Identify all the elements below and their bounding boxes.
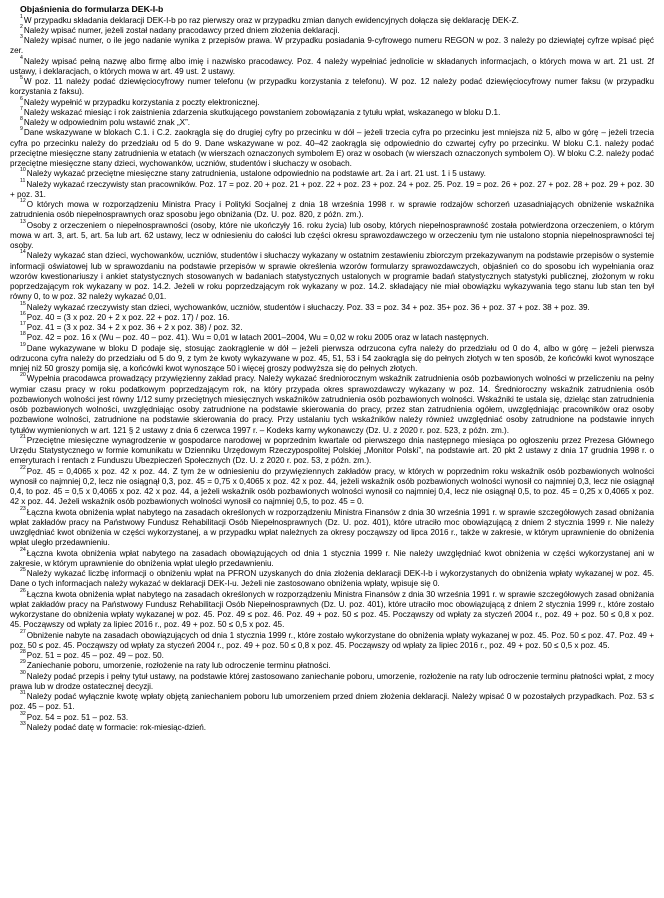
note-number: 23	[20, 505, 26, 512]
note-item	[10, 300, 654, 313]
note-item	[10, 333, 654, 343]
note-item	[10, 169, 654, 179]
note-item	[10, 710, 654, 723]
note-text: Należy podać przepis i pełny tytuł ustawy, na podstawie której zastosowano zaniechanie poboru, umorzenie, rozłożenie na raty lub odroczenie terminu płatności wpłat, z mocy prawa lub w drodze ostatecznej decyzji.	[10, 671, 654, 691]
note-item	[10, 651, 654, 661]
note-text: Przeciętne miesięczne wynagrodzenie w gospodarce narodowej w poprzednim kwartale od pierwszego dnia następnego miesiąca po ogłoszeniu przez Prezesa Głównego Urzędu Statystycznego w formie komunikatu w Dzienniku Urzędowym Rzeczypospolitej Polskiej „Monitor Polski”, na podstawie art. 20 pkt 2 ustawy z dnia 17 grudnia 1998 r. o emeryturach i rentach z Funduszu Ubezpieczeń Społecznych (Dz. U. z 2020 r. poz. 53, z późn. zm.).	[10, 435, 654, 466]
note-text: Należy w odpowiednim polu wstawić znak „X”.	[23, 118, 191, 127]
note-number: 6	[20, 95, 23, 102]
note-item	[10, 505, 654, 549]
note-number: 33	[20, 720, 26, 727]
note-text: W poz. 11 należy podać dziewięciocyfrowy numer telefonu (w przypadku korzystania z telefonu). W poz. 12 należy podać dziewięciocyfrowy numer faksu (w przypadku korzystania z faksu).	[10, 77, 654, 97]
note-text: Zaniechanie poboru, umorzenie, rozłożenie na raty lub odroczenie terminu płatności.	[26, 661, 331, 671]
note-item	[10, 433, 654, 467]
note-text: Należy wykazać rzeczywisty stan pracowników. Poz. 17 = poz. 20 + poz. 21 + poz. 22 + poz. 23 + poz. 24 + poz. 25. Poz. 19 = poz. 26 + poz. 27 + poz. 28 + poz. 29 + poz. 30 + poz. 31.	[10, 179, 654, 199]
note-text: Należy wykazać rzeczywisty stan dzieci, wychowanków, uczniów, studentów i słuchaczy. Poz. 33 = poz. 34 + poz. 35+ poz. 36 + poz. 37 + poz. 38 + poz. 39.	[26, 302, 590, 312]
note-item	[10, 546, 654, 570]
note-number: 4	[20, 54, 23, 61]
note-item	[10, 218, 654, 252]
note-item	[10, 464, 654, 508]
note-number: 28	[20, 649, 26, 655]
note-text: Poz. 45 = 0,4065 x poz. 42 x poz. 44. Z tym że w odniesieniu do przywięziennych zakładów pracy, w których w poprzednim roku wskaźnik osób pozbawionych wolności wynosił co najmniej 0,2, lecz nie osiągnął 0,3, poz. 45 = 0,75 x 0,4065 x poz. 42 x poz. 44, jeżeli wskaźnik osób pozbawionych wolności wynosił co najmniej 0,3, lecz nie osiągnął 0,4, to poz. 45 = 0,5 x 0,4065 x poz. 42 x poz. 44, a jeżeli wskaźnik osób pozbawionych wolności wynosił co najmniej 0,4, lecz nie osiągnął 0,5, to poz. 45 = 0,25 x 0,4065 x poz. 42 x poz. 44. Jeżeli wskaźnik osób pozbawionych wolności wynosił co najmniej 0,5, to poz. 45 = 0.	[10, 466, 654, 507]
note-number: 20	[20, 372, 26, 379]
note-number: 17	[20, 321, 26, 327]
note-text: Poz. 41 = (3 x poz. 34 + 2 x poz. 36 + 2 x poz. 38) / poz. 32.	[26, 323, 243, 332]
note-number: 8	[20, 116, 23, 122]
note-text: Łączna kwota obniżenia wpłat nabytego na zasadach określonych w rozporządzeniu Ministra Finansów z dnia 30 września 1991 r. w sprawie szczegółowych zasad obniżania wpłat zakładów pracy na Państwowy Fundusz Rehabilitacji Osób Niepełnosprawnych (Dz. U. poz. 401), które utraciło moc obowiązującą z dniem 2 stycznia 1999 r., które zostało wykorzystane do obniżenia wpłaty wykazanej w poz. 45. Poz. 49 ≤ poz. 46. Poz. 49 + poz. 50 ≤ poz. 45. Począwszy od wpłaty za styczeń 2004 r., poz. 49 + poz. 50 ≤ 0,8 x poz. 45. Począwszy od wpłaty za lipiec 2016 r., poz. 49 + poz. 50 ≤ 0,5 x poz. 45.	[10, 589, 654, 630]
note-number: 31	[20, 690, 26, 696]
note-item	[10, 177, 654, 201]
note-text: Poz. 42 = poz. 16 x (Wu – poz. 40 – poz. 41). Wu = 0,01 w latach 2001–2004, Wu = 0,02 w roku 2005 oraz w latach następnych.	[26, 333, 489, 343]
note-item	[10, 118, 654, 128]
note-text: Należy wykazać przeciętne miesięczne stany zatrudnienia, ustalone odpowiednio na podstawie art. 2a i art. 21 ust. 1 i 5 ustawy.	[26, 169, 486, 179]
note-item	[10, 13, 654, 26]
note-item	[10, 587, 654, 631]
note-number: 12	[20, 198, 26, 204]
note-text: Dane wykazywane w bloku D podaje się, stosując zaokrąglenie w dół – jeżeli pierwsza odrzucona cyfra należy do przedziału od 0 do 4, albo w górę – jeżeli pierwsza odrzucona cyfra należy do przedziału od 5 do 9, z tym że kwoty wykazywane w poz. 45, 51, 53 i 54 zaokrągla się do pełnych złotych w ten sposób, że końcówki kwot wynoszące mniej niż 50 groszy pomija się, a końcówki kwot wynoszące 50 i więcej groszy podwyższa się do pełnych złotych.	[10, 343, 654, 373]
note-item	[10, 374, 654, 436]
note-text: Wypełnia pracodawca prowadzący przywięzienny zakład pracy. Należy wykazać średniorocznym wskaźnik zatrudnienia osób pozbawionych wolności w przeliczeniu na pełny wymiar czasu pracy w roku podatkowym poprzedzającym rok, na który przypada okres sprawozdawczy wykazany w poz. 14. Średnioroczny wskaźnik zatrudnienia osób pozbawionych wolności jest równy 1/12 sumy przeciętnych miesięcznych wskaźników zatrudnienia osób pozbawionych wolności. Wskaźniki te ustala się, dzieląc stan zatrudnienia osób pozbawionych wolności, uwzględniając osoby zatrudnione na podstawie skierowania do pracy, przez stan zatrudnienia ogółem, uwzględniając pracowników oraz osoby pozbawione wolności, zatrudnione na podstawie skierowania do pracy. Przy ustalaniu tych wskaźników należy również uwzględniać osoby zatrudnione na podstawie innych tytułów wymienionych w art. 121 § 2 ustawy z dnia 6 czerwca 1997 r. – Kodeks karny wykonawczy (Dz. U. z 2020 r. poz. 523, z późn. zm.).	[10, 374, 654, 435]
note-text: Należy podać datę w formacie: rok-miesiąc-dzień.	[26, 722, 207, 732]
note-text: Łączna kwota obniżenia wpłat nabytego na zasadach obowiązujących od dnia 1 stycznia 1999 r. Nie należy uwzględniać kwot obniżenia w części wykorzystanej ani w zakresie, w którym uprawnienie do obniżenia wpłat uległo przedawnieniu.	[10, 548, 654, 568]
note-text: Należy wykazać liczbę informacji o obniżeniu wpłat na PFRON uzyskanych do dnia złożenia deklaracji DEK-I-b i wykorzystanych do obniżenia wpłaty wykazanej w poz. 45. Dane o tych informacjach należy wykazać w deklaracji DEK-I-u. Jeżeli nie zastosowano obniżenia wpłaty, wpisuje się 0.	[10, 569, 654, 589]
note-number: 29	[20, 659, 26, 666]
note-item	[10, 23, 654, 36]
note-number: 14	[20, 249, 26, 256]
note-item	[10, 569, 654, 590]
note-text: Osoby z orzeczeniem o niepełnosprawności (osoby, które nie ukończyły 16. roku życia) lub osoby, których niepełnosprawność została potwierdzona orzeczeniem, o którym mowa w art. 3, art. 5, art. 5a lub art. 62 ustawy, lecz w odniesieniu do całości lub części okresu sprawozdawczego w orzeczeniu tym nie ustalono stopnia niepełnosprawności tej osoby.	[10, 220, 654, 250]
note-text: Należy wykazać stan dzieci, wychowanków, uczniów, studentów i słuchaczy wykazany w ostatnim zestawieniu zbiorczym przekazywanym na podstawie przepisów o systemie informacji oświatowej lub w sprawozdaniu na podstawie przepisów w sprawie określenia wzorów formularzy sprawozdawczych, objaśnień co do sposobu ich wypełniania oraz wzorów kwestionariuszy i ankiet statystycznych stosowanych w badaniach statystycznych ustalonych w programie badań statystycznych statystyki publicznej, złożonym w roku poprzedzającym rok wykazany w poz. 14.2. Jeżeli w roku poprzedzającym rok wykazany w poz. 14.2. składający nie miał obowiązku wykazywania tego stanu lub stan ten był równy 0, to w poz. 32 należy wykazać 0,01.	[10, 251, 654, 302]
note-number: 22	[20, 464, 26, 471]
note-text: Łączna kwota obniżenia wpłat nabytego na zasadach określonych w rozporządzeniu Ministra Finansów z dnia 30 września 1991 r. w sprawie szczegółowych zasad obniżania wpłat zakładów pracy na Państwowy Fundusz Rehabilitacji Osób Niepełnosprawnych (Dz. U. poz. 401), które utraciło moc obowiązującą z dniem 2 stycznia 1999 r. Nie należy uwzględniać kwot obniżenia w części wykorzystanej, a w przypadku wpłat należnych za okresy począwszy od lipca 2016 r., także w zakresie, w którym uprawnienie do obniżenia wpłat uległo przedawnieniu.	[10, 507, 654, 548]
note-item	[10, 669, 654, 693]
note-text: Należy podać wyłącznie kwotę wpłaty objętą zaniechaniem poboru lub umorzeniem przed dniem złożenia deklaracji. Należy wpisać 0 w pozostałych przypadkach. Poz. 53 ≤ poz. 45 – poz. 51.	[10, 692, 654, 712]
note-number: 9	[20, 126, 23, 133]
note-item	[10, 661, 654, 671]
note-item	[10, 77, 654, 98]
note-text: Należy wpisać numer, o ile jego nadanie wynika z przepisów prawa. W przypadku posiadania 9-cyfrowego numeru REGON w poz. 3 należy po dziewiątej cyfrze wpisać pięć zer.	[10, 36, 654, 56]
note-text: W przypadku składania deklaracji DEK-I-b po raz pierwszy oraz w przypadku zmian danych ewidencyjnych dołącza się deklarację DEK-Z.	[23, 15, 519, 25]
note-number: 26	[20, 587, 26, 594]
note-number: 3	[20, 34, 23, 40]
note-text: Należy wskazać miesiąc i rok zaistnienia zdarzenia skutkującego powstaniem zobowiązania z tytułu wpłat, wskazanego w bloku D.1.	[23, 107, 501, 117]
note-number: 5	[20, 75, 23, 81]
note-number: 1	[20, 13, 23, 20]
note-item	[10, 323, 654, 333]
note-text: Należy wpisać numer, jeżeli został nadany pracodawcy przed dniem złożenia deklaracji.	[23, 25, 340, 35]
note-number: 19	[20, 341, 26, 348]
note-item	[10, 310, 654, 323]
note-number: 18	[20, 331, 26, 338]
note-item	[10, 54, 654, 78]
note-item	[10, 251, 654, 302]
note-number: 7	[20, 105, 23, 112]
note-item	[10, 200, 654, 221]
note-text: Poz. 51 = poz. 45 – poz. 49 – poz. 50.	[26, 651, 164, 660]
note-number: 16	[20, 310, 26, 317]
note-text: O których mowa w rozporządzeniu Ministra Pracy i Polityki Socjalnej z dnia 18 września 1998 r. w sprawie rodzajów schorzeń uzasadniających obniżenie wskaźnika zatrudnienia osób niepełnosprawnych oraz sposobu jego obniżania (Dz. U. poz. 820, z późn. zm.).	[10, 200, 654, 220]
note-number: 25	[20, 567, 26, 573]
note-item	[10, 36, 654, 57]
note-number: 24	[20, 546, 26, 553]
note-number: 27	[20, 628, 26, 635]
note-item	[10, 105, 654, 118]
note-text: Poz. 54 = poz. 51 – poz. 53.	[26, 712, 129, 722]
note-number: 21	[20, 433, 26, 440]
note-number: 15	[20, 300, 26, 307]
note-item	[10, 95, 654, 108]
note-number: 13	[20, 218, 26, 225]
note-item	[10, 692, 654, 713]
note-item	[10, 341, 654, 375]
note-item	[10, 628, 654, 652]
note-number: 32	[20, 710, 26, 717]
note-item	[10, 128, 654, 169]
note-number: 30	[20, 669, 26, 676]
note-number: 2	[20, 23, 23, 30]
note-number: 10	[20, 167, 26, 174]
note-text: Należy wypełnić w przypadku korzystania z poczty elektronicznej.	[23, 97, 260, 107]
note-text: Dane wskazywane w blokach C.1. i C.2. zaokrągla się do drugiej cyfry po przecinku w dół – jeżeli trzecia cyfra po przecinku jest mniejsza niż 5, albo w górę – jeżeli trzecia cyfra po przecinku należy do przedziału od 5 do 9. Dane wskazywane w poz. 40–42 zaokrągla się odpowiednio do czwartej cyfry po przecinku. W bloku C.1. należy podać przeciętne miesięczne stany zatrudnienia w etatach (w wierszach oznaczonych symbolem E) oraz w osobach (w wierszach oznaczonych symbolem O). W bloku C.2. należy podać przeciętne miesięczne stany dzieci, wychowanków, uczniów, studentów i słuchaczy w osobach.	[10, 128, 654, 168]
note-text: Poz. 40 = (3 x poz. 20 + 2 x poz. 22 + poz. 17) / poz. 16.	[26, 312, 230, 322]
note-text: Należy wpisać pełną nazwę albo firmę albo imię i nazwisko pracodawcy. Poz. 4 należy wypełniać jednolicie w składanych informacjach, o których mowa w art. 21 ust. 2f ustawy, i deklaracjach, o których mowa w art. 49 ust. 2 ustawy.	[10, 56, 654, 76]
note-text: Obniżenie nabyte na zasadach obowiązujących od dnia 1 stycznia 1999 r., które zostało wykorzystane do obniżenia wpłaty wykazanej w poz. 45. Poz. 50 ≤ poz. 47. Poz. 49 + poz. 50 ≤ poz. 45. Począwszy od wpłaty za styczeń 2004 r., poz. 49 + poz. 50 ≤ 0,8 x poz. 45. Począwszy od wpłaty za lipiec 2016 r., poz. 49 + poz. 50 ≤ 0,5 x poz. 45.	[10, 630, 654, 650]
note-item	[10, 720, 654, 733]
note-number: 11	[20, 177, 26, 184]
notes-list	[10, 13, 654, 734]
page-title: Objaśnienia do formularza DEK-I-b	[20, 4, 164, 14]
